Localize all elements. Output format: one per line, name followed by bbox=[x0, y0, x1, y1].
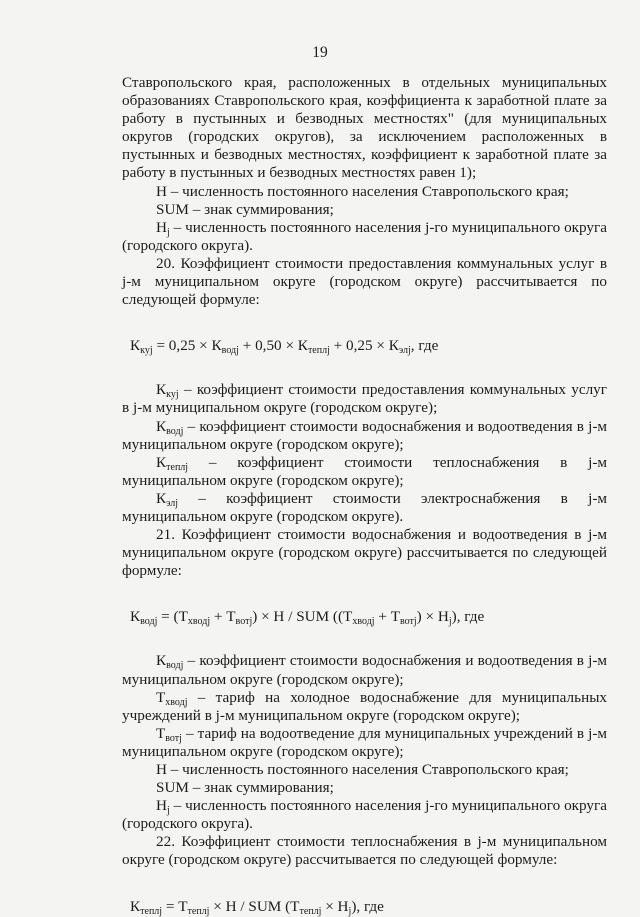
definition-sum: SUM – знак суммирования; bbox=[156, 200, 334, 218]
definition-kelj: $К_{элj}$ – коэффициент стоимости электроснабжения в j-м муниципальном округе (городском округе). bbox=[122, 489, 607, 525]
definition-hj-2: $Н_j$ – численность постоянного населения j-го муниципального округа (городского округа). bbox=[122, 797, 607, 833]
definition-kteplj: $К_{теплj}$ – коэффициент стоимости теплоснабжения в j-м муниципальном округе (городском округе); bbox=[122, 453, 607, 489]
definition-kvodj-2: $К_{водj}$ – коэффициент стоимости водоснабжения и водоотведения в j-м муниципальном округе (городском округе); bbox=[122, 652, 607, 688]
definition-kvodj: $К_{водj}$ – коэффициент стоимости водоснабжения и водоотведения в j-м муниципальном округе (городском округе); bbox=[122, 417, 607, 453]
formula-kuj: $К_{куj} = 0,25 \times К_{водj} + 0,50 \times К_{теплj} + 0,25 \times К_{элj}$, где bbox=[130, 337, 439, 357]
definition-tvotj: $Т_{вотj}$ – тариф на водоотведение для муниципальных учреждений в j-м муниципальном округе (городском округе); bbox=[122, 724, 607, 760]
definition-sum-2: SUM – знак суммирования; bbox=[156, 779, 334, 797]
formula-kvodj: $К_{водj} = (Т_{хводj} + Т_{вотj}) \times Н$ / SUM $((Т_{хводj} + Т_{вотj}) \times Н_j)$, где bbox=[130, 608, 485, 628]
definition-hj: $Н_j$ – численность постоянного населения j-го муниципального округа (городского округа). bbox=[122, 218, 607, 254]
document-body bbox=[122, 74, 607, 916]
definition-h-2: Н – численность постоянного населения Ставропольского края; bbox=[156, 761, 569, 778]
paragraph-continuation: Ставропольского края, расположенных в отдельных муниципальных образованиях Ставропольского края, коэффициента к заработной плате за работу в пустынных и безводных местностях" (для муниципальных округов (городских округов), за исключением расположенных в пустынных и безводных местностях, коэффициент к заработной плате за работу в пустынных и безводных местностях равен 1); bbox=[122, 74, 607, 182]
page-number: 19 bbox=[312, 44, 328, 61]
item-22: 22. Коэффициент стоимости теплоснабжения в j-м муниципальном округе (городском округе) рассчитывается по следующей формуле: bbox=[122, 833, 607, 869]
definition-thvodj: $Т_{хводj}$ – тариф на холодное водоснабжение для муниципальных учреждений в j-м муниципальном округе (городском округе); bbox=[122, 688, 607, 724]
formula-kteplj: $К_{теплj} = Т_{теплj} \times Н$ / SUM $(Т_{теплj} \times Н_j)$, где bbox=[130, 897, 384, 917]
item-21: 21. Коэффициент стоимости водоснабжения и водоотведения в j-м муниципальном округе (городском округе) рассчитывается по следующей формуле: bbox=[122, 526, 607, 580]
definition-h: Н – численность постоянного населения Ставропольского края; bbox=[156, 182, 569, 200]
definition-kuj: $К_{куj}$ – коэффициент стоимости предоставления коммунальных услуг в j-м муниципальном округе (городском округе); bbox=[122, 381, 607, 417]
item-20: 20. Коэффициент стоимости предоставления коммунальных услуг в j-м муниципальном округе (городском округе) рассчитывается по следующей формуле: bbox=[122, 254, 607, 309]
